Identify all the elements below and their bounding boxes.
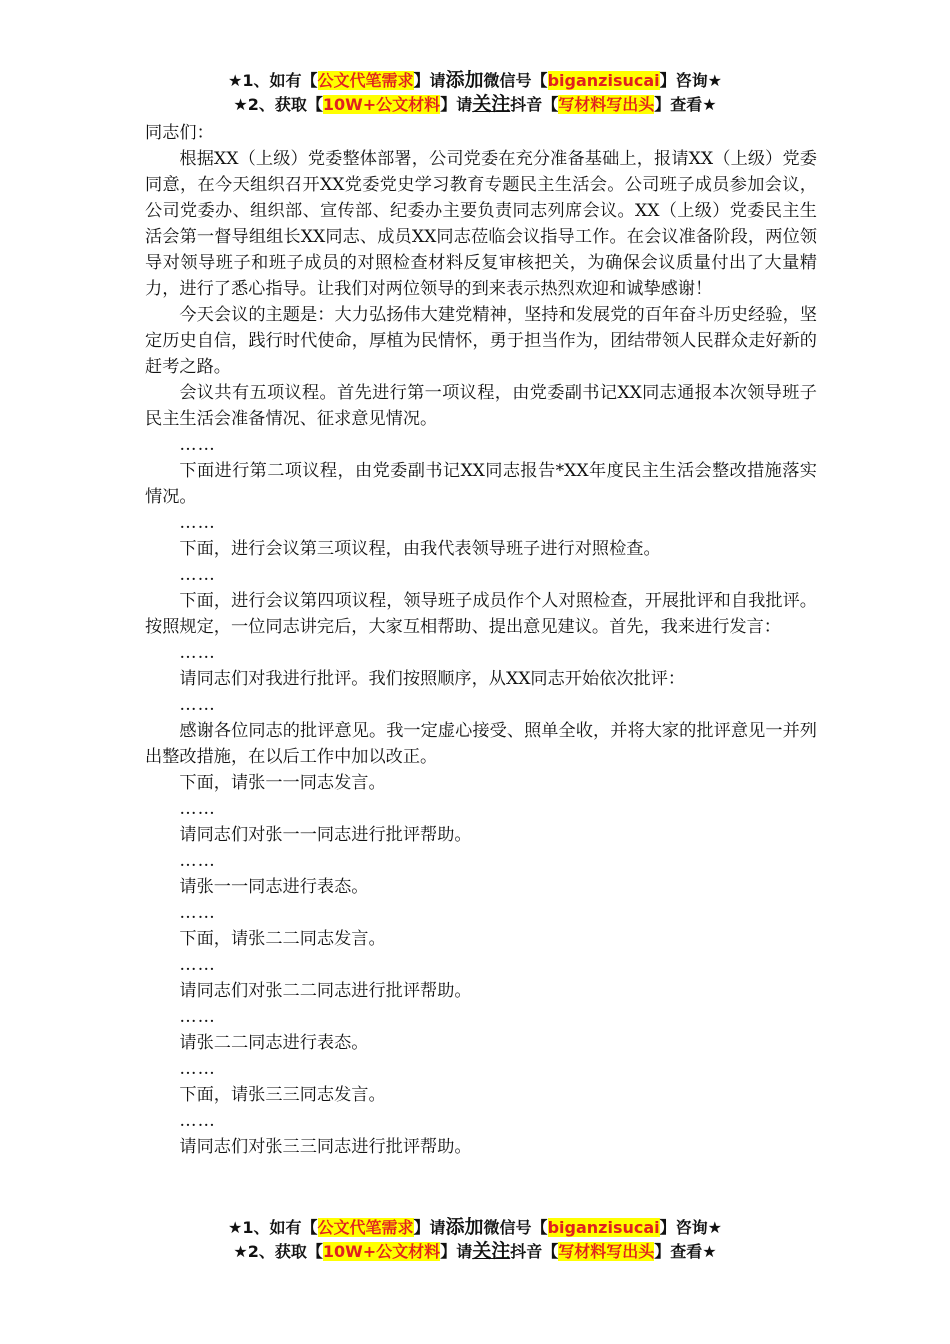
ellipsis-line: …… (179, 643, 216, 663)
banner-highlight: 10W+公文材料 (322, 95, 441, 114)
ellipsis-line: …… (179, 435, 216, 455)
banner-emphasis: 关注 (472, 93, 511, 115)
paragraph: 下面，请张二二同志发言。 (179, 929, 386, 949)
paragraph: 请同志们对我进行批评。我们按照顺序，从XX同志开始依次批评： (179, 669, 686, 689)
banner-text: 】咨询★ (659, 71, 722, 90)
paragraph: 根据XX（上级）党委整体部署，公司党委在充分准备基础上，报请XX（上级）党委同意，在今天组织召开XX党委党史学习教育专题民主生活会。公司班子成员参加会议，公司党委办、组织部、宣传部、纪委办主要负责同志列席会议。XX（上级）党委民主生活会第一督导组组长XX同志、成员XX同志莅临会议指导工作。在会议准备阶段，两位领导对领导班子和班子成员的对照检查材料反复审核把关，为确保会议质量付出了大量精力，进行了悉心指导。让我们对两位领导的到来表示热烈欢迎和诚挚感谢！ (145, 149, 817, 299)
paragraph: 下面，进行会议第三项议程，由我代表领导班子进行对照检查。 (179, 539, 661, 559)
paragraph: 下面，进行会议第四项议程，领导班子成员作个人对照检查，开展批评和自我批评。按照规定，一位同志讲完后，大家互相帮助、提出意见建议。首先，我来进行发言： (145, 591, 817, 637)
paragraph: 请张一一同志进行表态。 (179, 877, 369, 897)
banner-text: ★2、获取【 (233, 1242, 323, 1261)
banner-text: 】请 (413, 1218, 446, 1237)
banner-line-2 (0, 92, 950, 116)
ellipsis-line: …… (179, 903, 216, 923)
banner-highlight: 公文代笔需求 (317, 71, 414, 90)
banner-line-2 (0, 1239, 950, 1263)
ellipsis-line: …… (179, 799, 216, 819)
banner-text: 抖音【 (510, 1242, 559, 1261)
ellipsis-line: …… (179, 695, 216, 715)
banner-highlight: 写材料写出头 (558, 1242, 655, 1261)
banner-line-1 (0, 68, 950, 92)
paragraph: 下面，请张一一同志发言。 (179, 773, 386, 793)
paragraph: 请同志们对张二二同志进行批评帮助。 (179, 981, 472, 1001)
banner-text: 微信号【 (483, 71, 548, 90)
ellipsis-line: …… (179, 513, 216, 533)
paragraph: 请同志们对张三三同志进行批评帮助。 (179, 1137, 472, 1157)
paragraph: 下面进行第二项议程，由党委副书记XX同志报告*XX年度民主生活会整改措施落实情况。 (145, 461, 817, 507)
banner-text: 】请 (413, 71, 446, 90)
banner-text: ★1、如有【 (228, 71, 318, 90)
banner-highlight: 写材料写出头 (558, 95, 655, 114)
paragraph: 感谢各位同志的批评意见。我一定虚心接受、照单全收，并将大家的批评意见一并列出整改措施，在以后工作中加以改正。 (145, 721, 817, 767)
banner-text: 】请 (440, 1242, 473, 1261)
banner-highlight: biganzisucai (547, 1218, 660, 1237)
paragraph-list (145, 146, 817, 1160)
ellipsis-line: …… (179, 1059, 216, 1079)
header-banner (0, 68, 950, 116)
banner-text: 抖音【 (510, 95, 559, 114)
ellipsis-line: …… (179, 565, 216, 585)
banner-highlight: 公文代笔需求 (317, 1218, 414, 1237)
banner-text: 】请 (440, 95, 473, 114)
banner-text: 】查看★ (654, 1242, 717, 1261)
banner-line-1 (0, 1215, 950, 1239)
paragraph: 会议共有五项议程。首先进行第一项议程，由党委副书记XX同志通报本次领导班子民主生活会准备情况、征求意见情况。 (145, 383, 817, 429)
banner-text: ★2、获取【 (233, 95, 323, 114)
paragraph: 今天会议的主题是：大力弘扬伟大建党精神，坚持和发展党的百年奋斗历史经验，坚定历史自信，践行时代使命，厚植为民情怀，勇于担当作为，团结带领人民群众走好新的赶考之路。 (145, 305, 817, 377)
ellipsis-line: …… (179, 955, 216, 975)
ellipsis-line: …… (179, 1007, 216, 1027)
ellipsis-line: …… (179, 1111, 216, 1131)
banner-text: ★1、如有【 (228, 1218, 318, 1237)
banner-highlight: biganzisucai (547, 71, 660, 90)
ellipsis-line: …… (179, 851, 216, 871)
paragraph: 请同志们对张一一同志进行批评帮助。 (179, 825, 472, 845)
salutation: 同志们： (145, 123, 214, 143)
banner-text: 】咨询★ (659, 1218, 722, 1237)
paragraph: 请张二二同志进行表态。 (179, 1033, 369, 1053)
banner-text: 微信号【 (483, 1218, 548, 1237)
banner-emphasis: 添加 (445, 69, 484, 91)
footer-banner (0, 1215, 950, 1263)
banner-text: 】查看★ (654, 95, 717, 114)
banner-emphasis: 添加 (445, 1216, 484, 1238)
paragraph: 下面，请张三三同志发言。 (179, 1085, 386, 1105)
document-body (145, 120, 817, 1160)
banner-emphasis: 关注 (472, 1240, 511, 1262)
banner-highlight: 10W+公文材料 (322, 1242, 441, 1261)
